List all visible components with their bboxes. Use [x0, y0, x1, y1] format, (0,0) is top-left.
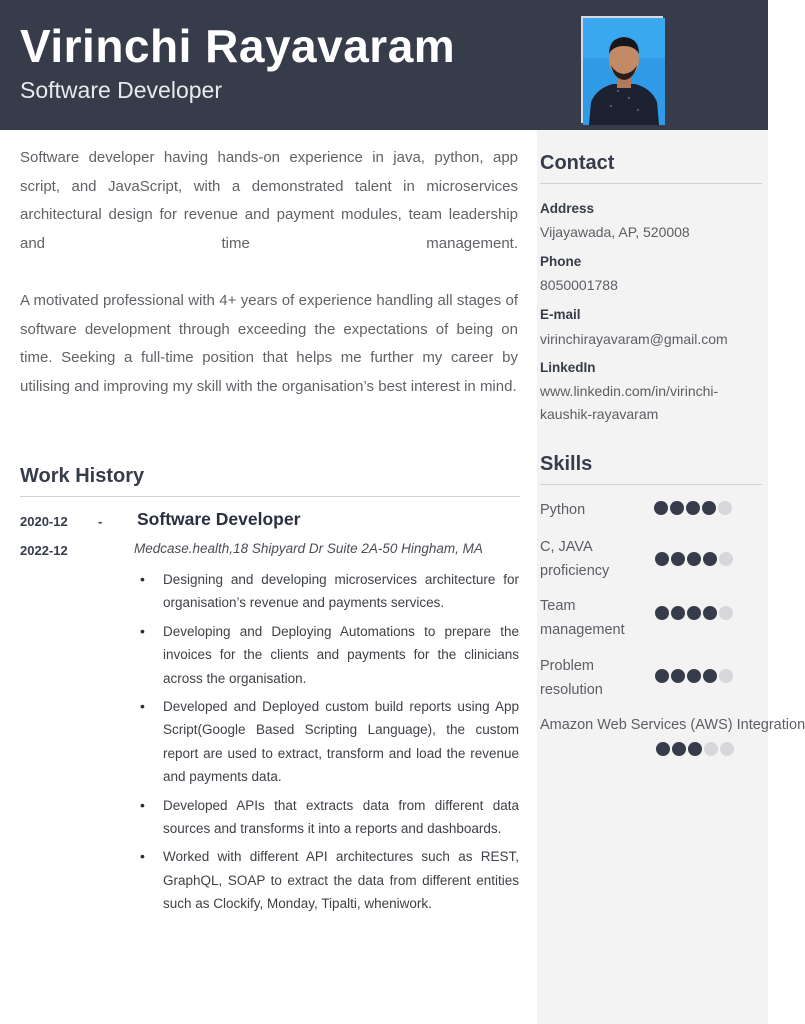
section-divider [540, 183, 762, 184]
profile-photo [581, 16, 663, 123]
skill-rating [655, 606, 733, 620]
rating-dot-filled [655, 669, 669, 683]
job-start-date: 2020-12 [20, 514, 68, 529]
person-photo-icon [583, 18, 665, 125]
rating-dot-filled [687, 669, 701, 683]
rating-dot-filled [688, 742, 702, 756]
skill-name: Python [540, 502, 586, 518]
list-item: • Developed and Deployed custom build reports using App Script(Google Based Scripting Language), the custom report are used to extract, transform and load the revenue and payments data. [137, 695, 519, 789]
summary-paragraph: Software developer having hands-on experience in java, python, app script, and JavaScript, with a demonstrated talent in microservices architectural design for revenue and payment modules, team leadership and time management. [20, 149, 518, 253]
summary-paragraph: A motivated professional with 4+ years of experience handling all stages of software development through exceeding the expectations of being on time. Seeking a full-time position that helps me further my career by utilising and improving my skill with the organisation’s best interest in mind. [20, 291, 518, 395]
skills-heading: Skills [540, 453, 593, 475]
rating-dot-filled [703, 606, 717, 620]
rating-dot-empty [704, 742, 718, 756]
rating-dot-empty [718, 501, 732, 515]
rating-dot-filled [672, 742, 686, 756]
list-item: • Designing and developing microservices architecture for organisation’s revenue and payments services. [137, 568, 519, 615]
email-link[interactable]: virinchirayavaram@gmail.com [540, 331, 728, 347]
list-item: • Developing and Deploying Automations to prepare the invoices for the clients and payments for the clinicians across the organisation. [137, 620, 519, 690]
email-label: E-mail [540, 307, 581, 322]
rating-dot-empty [719, 552, 733, 566]
section-divider [540, 484, 762, 485]
rating-dot-filled [671, 669, 685, 683]
phone-label: Phone [540, 254, 582, 269]
skill-rating [655, 552, 733, 566]
list-item: • Developed APIs that extracts data from different data sources and transforms it into a reports and dashboards. [137, 794, 519, 841]
skill-rating [656, 742, 734, 756]
rating-dot-filled [655, 552, 669, 566]
job-title: Software Developer [137, 509, 301, 529]
rating-dot-filled [656, 742, 670, 756]
linkedin-link[interactable] [540, 380, 762, 426]
candidate-name: Virinchi Rayavaram [20, 20, 456, 72]
rating-dot-filled [702, 501, 716, 515]
date-separator: - [98, 514, 103, 529]
job-end-date: 2022-12 [20, 543, 68, 558]
rating-dot-empty [719, 606, 733, 620]
list-item: • Worked with different API architectures such as REST, GraphQL, SOAP to extract the data from different entities such as Clockify, Monday, Tipalti, wheniwork. [137, 845, 519, 915]
skill-name: C, JAVA proficiency [540, 539, 610, 579]
skill-rating [655, 669, 733, 683]
work-history-heading: Work History [20, 465, 145, 487]
rating-dot-filled [703, 552, 717, 566]
address-label: Address [540, 201, 595, 216]
rating-dot-filled [655, 606, 669, 620]
candidate-title: Software Developer [20, 77, 222, 103]
address-value: Vijayawada, AP, 520008 [540, 224, 690, 240]
rating-dot-filled [687, 606, 701, 620]
rating-dot-filled [671, 552, 685, 566]
rating-dot-filled [654, 501, 668, 515]
linkedin-url-line2: kaushik-rayavaram [540, 406, 659, 422]
skill-name: Amazon Web Services (AWS) Integration [540, 717, 805, 733]
resume-header [0, 0, 768, 130]
contact-heading: Contact [540, 152, 615, 174]
rating-dot-filled [671, 606, 685, 620]
rating-dot-filled [703, 669, 717, 683]
job-duties-list [137, 568, 519, 921]
job-company: Medcase.health,18 Shipyard Dr Suite 2A-50 Hingham, MA [134, 541, 483, 556]
summary-section [20, 144, 518, 402]
rating-dot-empty [720, 742, 734, 756]
rating-dot-filled [670, 501, 684, 515]
rating-dot-filled [686, 501, 700, 515]
skill-rating [654, 501, 732, 515]
rating-dot-empty [719, 669, 733, 683]
section-divider [20, 496, 520, 497]
linkedin-url-line1: www.linkedin.com/in/virinchi- [540, 383, 719, 399]
phone-value: 8050001788 [540, 277, 618, 293]
rating-dot-filled [687, 552, 701, 566]
skill-name: Problem resolution [540, 658, 603, 698]
skill-name: Team management [540, 598, 625, 638]
linkedin-label: LinkedIn [540, 360, 596, 375]
